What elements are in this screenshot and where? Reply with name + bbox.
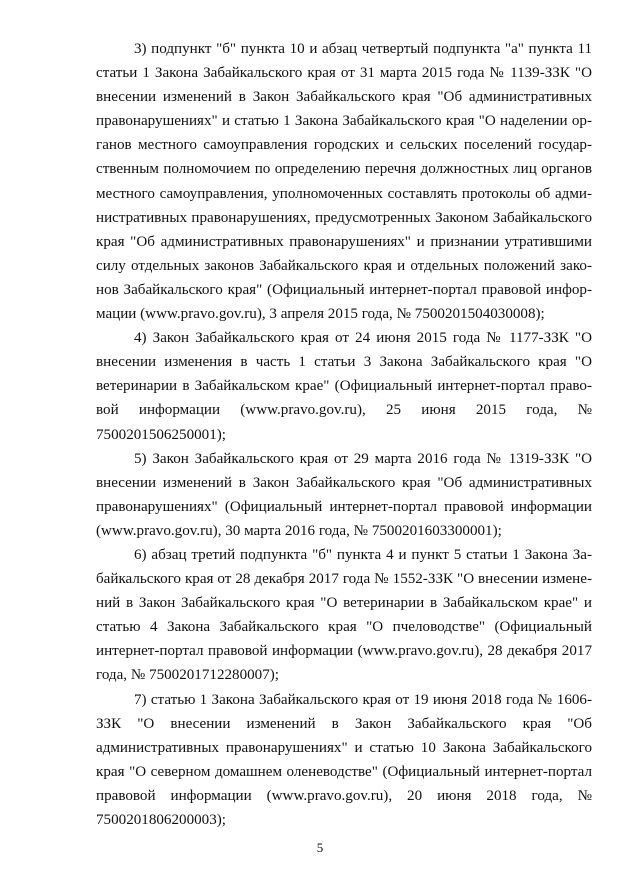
document-body (96, 37, 592, 832)
list-item-6: 6) абзац третий подпункта "б" пункта 4 и пункт 5 статьи 1 Закона Забайкальского края от 28 декабря 2017 года № 1552-ЗЗК "О внесении изменений в Закон Забайкальского края "О ветеринарии в Забайкальском крае" и статью 4 Закона Забайкальского края "О пчеловодстве" (Официальный интернет-портал правовой информации (www.pravo.gov.ru), 28 декабря 2017 года, № 7500201712280007); (96, 546, 592, 684)
list-item-5: 5) Закон Забайкальского края от 29 марта 2016 года № 1319-ЗЗК "О внесении изменений в Закон Забайкальского края "Об административных правонарушениях" (Официальный интернет-портал правовой информации (www.pravo.gov.ru), 30 марта 2016 года, № 7500201603300001); (96, 450, 592, 539)
list-item-4: 4) Закон Забайкальского края от 24 июня 2015 года № 1177-ЗЗК "О внесении изменения в часть 1 статьи 3 Закона Забайкальского края "О ветеринарии в Забайкальском крае" (Официальный интернет-портал правовой информации (www.pravo.gov.ru), 25 июня 2015 года, № 7500201506250001); (96, 330, 592, 443)
list-item-3: 3) подпункт "б" пункта 10 и абзац четвертый подпункта "а" пункта 11 статьи 1 Закона Забайкальского края от 31 марта 2015 года № 1139-ЗЗК "О внесении изменений в Закон Забайкальского края "Об административных правонарушениях" и статью 1 Закона Забайкальского края "О наделении органов местного самоуправления городских и сельских поселений государственным полномочием по определению перечня должностных лиц органов местного самоуправления, уполномоченных составлять протоколы об административных правонарушениях, предусмотренных Законом Забайкальского края "Об административных правонарушениях" и признании утратившими силу отдельных законов Забайкальского края и отдельных положений законов Забайкальского края" (Официальный интернет-портал правовой информации (www.pravo.gov.ru), 3 апреля 2015 года, № 7500201504030008); (96, 41, 592, 323)
list-item-7: 7) статью 1 Закона Забайкальского края от 19 июня 2018 года № 1606-ЗЗК "О внесении изменений в Закон Забайкальского края "Об административных правонарушениях" и статью 10 Закона Забайкальского края "О северном домашнем оленеводстве" (Официальный интернет-портал правовой информации (www.pravo.gov.ru), 20 июня 2018 года, № 7500201806200003); (96, 691, 592, 828)
page-number: 5 (316, 840, 324, 855)
